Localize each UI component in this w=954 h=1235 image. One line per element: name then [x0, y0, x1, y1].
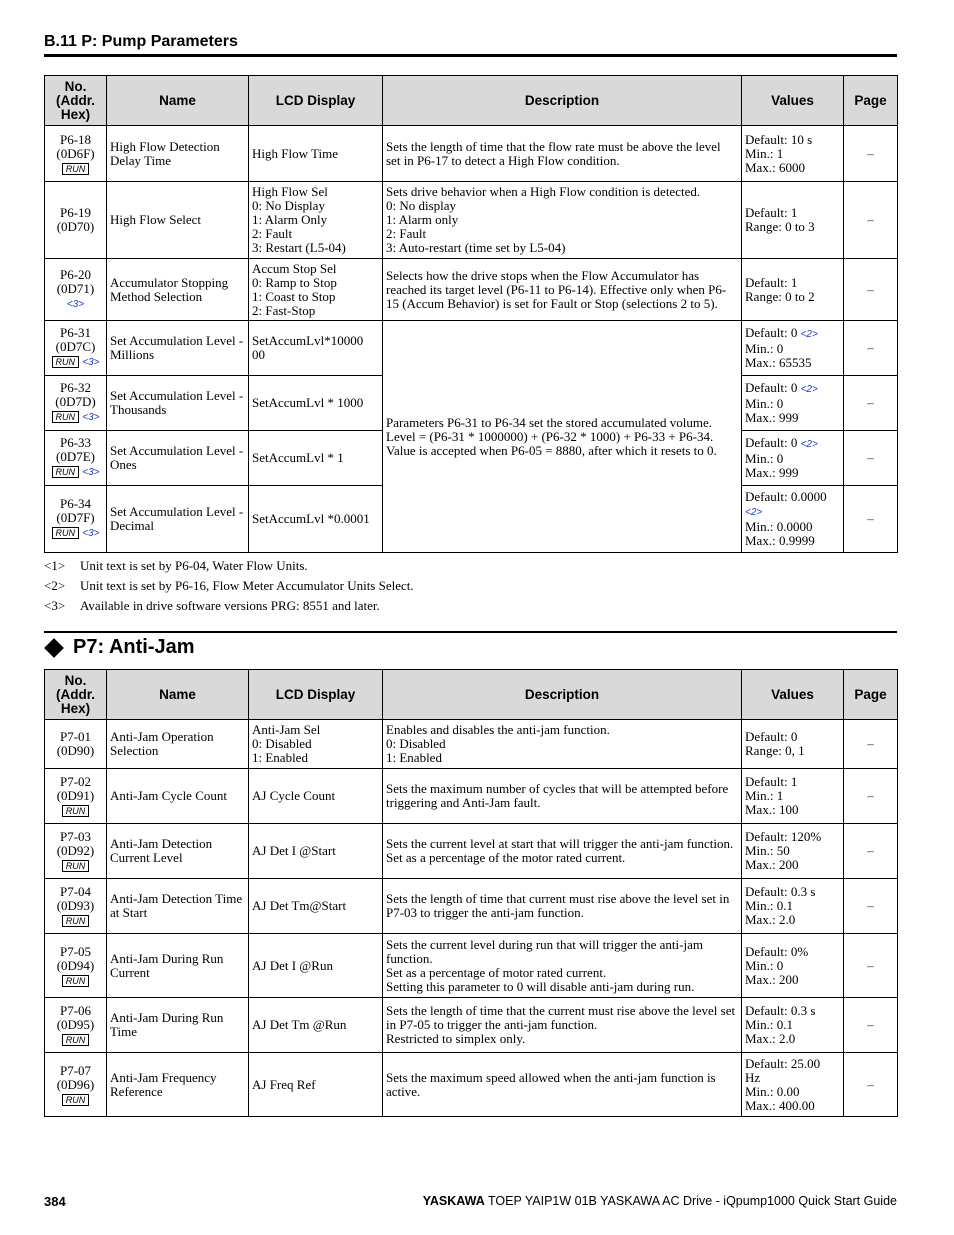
param-number-cell	[45, 259, 107, 321]
name-cell	[107, 769, 249, 824]
lcd-cell-text: AJ Freq Ref	[252, 1076, 316, 1092]
page-cell-text: –	[867, 898, 874, 913]
lcd-cell	[249, 259, 383, 321]
lcd-cell	[249, 1053, 383, 1117]
name-cell	[107, 720, 249, 769]
table-row	[45, 998, 898, 1053]
value-line: Max.: 999	[745, 410, 799, 425]
name-cell	[107, 486, 249, 553]
param-number: P6-33	[59, 435, 92, 450]
param-number-cell	[45, 824, 107, 879]
description-cell	[383, 720, 742, 769]
description-cell-text: Sets drive behavior when a High Flow condition is detected. 0: No display 1: Alarm only 2: Fault 3: Auto-restart (time set by L5-04)	[386, 184, 701, 255]
value-line: Range: 0, 1	[745, 743, 805, 758]
values-cell	[742, 1053, 844, 1117]
lcd-cell	[249, 431, 383, 486]
p7-parameter-table	[44, 669, 898, 1117]
table-row	[45, 934, 898, 998]
column-header-values: Values	[742, 76, 844, 126]
description-cell-text: Sets the maximum speed allowed when the anti-jam function is active.	[386, 1069, 719, 1099]
param-address: (0D90)	[56, 743, 95, 758]
value-line: Max.: 2.0	[745, 912, 796, 927]
table-row	[45, 879, 898, 934]
lcd-cell	[249, 720, 383, 769]
value-line: Default: 1	[745, 205, 798, 220]
value-line: Min.: 0.1	[745, 898, 794, 913]
column-header-no: No. (Addr. Hex)	[45, 76, 107, 126]
value-line: Range: 0 to 3	[745, 219, 815, 234]
param-number: P7-02	[59, 774, 92, 789]
page-number: 384	[44, 1194, 66, 1209]
name-cell	[107, 431, 249, 486]
table-row	[45, 1053, 898, 1117]
page-cell	[844, 934, 898, 998]
lcd-cell	[249, 824, 383, 879]
param-number-cell	[45, 1053, 107, 1117]
column-header-lcd: LCD Display	[249, 76, 383, 126]
name-cell-text: Anti-Jam Detection Current Level	[110, 836, 216, 865]
name-cell-text: Anti-Jam Operation Selection	[110, 729, 217, 758]
value-line: Max.: 999	[745, 465, 799, 480]
lcd-cell-text: Accum Stop Sel 0: Ramp to Stop 1: Coast to Stop 2: Fast-Stop	[252, 260, 337, 318]
param-address: (0D91)	[56, 788, 95, 803]
lcd-cell-text: Anti-Jam Sel 0: Disabled 1: Enabled	[252, 722, 321, 765]
value-line: Max.: 400.00	[745, 1097, 815, 1113]
page-cell	[844, 720, 898, 769]
param-number-cell	[45, 431, 107, 486]
param-number: P6-34	[59, 496, 92, 511]
value-line: Min.: 50	[745, 843, 790, 858]
page-cell-text: –	[867, 145, 874, 161]
name-cell-text: High Flow Detection Delay Time	[110, 138, 224, 168]
value-line: Min.: 0	[745, 451, 784, 466]
description-cell-text: Sets the current level during run that will trigger the anti-jam function. Set as a percentage of motor rated current. Setting this parameter to 0 will disable anti-jam during run.	[386, 936, 703, 994]
param-address: (0D7C)	[55, 339, 96, 354]
page-cell	[844, 126, 898, 182]
name-cell-text: Anti-Jam Detection Time at Start	[110, 891, 246, 920]
ref-line	[745, 504, 840, 520]
value-line: Max.: 100	[745, 802, 799, 817]
description-cell	[383, 879, 742, 934]
param-address: (0D93)	[56, 898, 95, 913]
page-cell-text: –	[867, 788, 874, 803]
name-cell	[107, 934, 249, 998]
footnote-ref: <3>	[82, 357, 100, 368]
run-badge: RUN	[62, 805, 90, 817]
value-line: Max.: 0.9999	[745, 533, 815, 548]
footnote-ref: <3>	[82, 467, 100, 478]
param-address: (0D71)	[56, 280, 95, 296]
run-badge: RUN	[62, 975, 90, 987]
name-cell-text: Set Accumulation Level - Ones	[110, 443, 247, 472]
values-cell	[742, 376, 844, 431]
values-cell	[742, 998, 844, 1053]
param-number-cell	[45, 769, 107, 824]
page-cell-text: –	[867, 212, 874, 227]
param-number-cell	[45, 126, 107, 182]
footnote-ref: <2>	[745, 507, 763, 518]
name-cell-text: High Flow Select	[110, 212, 201, 227]
footer-doc	[423, 1194, 897, 1208]
badge-line	[48, 973, 103, 987]
name-cell	[107, 1053, 249, 1117]
column-header-values: Values	[742, 670, 844, 720]
page-cell	[844, 824, 898, 879]
page-cell	[844, 431, 898, 486]
page-cell	[844, 486, 898, 553]
table-row	[45, 259, 898, 321]
lcd-cell	[249, 182, 383, 259]
value-line: Max.: 200	[745, 971, 799, 987]
column-header-description: Description	[383, 76, 742, 126]
param-number: P7-03	[59, 829, 92, 844]
lcd-cell	[249, 321, 383, 376]
badge-line	[48, 803, 103, 817]
description-cell-text: Enables and disables the anti-jam function. 0: Disabled 1: Enabled	[386, 722, 610, 765]
lcd-cell-text: High Flow Time	[252, 145, 338, 161]
name-cell-text: Set Accumulation Level - Decimal	[110, 504, 247, 533]
value-line: Min.: 0.0000	[745, 519, 813, 534]
value-line: Default: 10 s	[745, 131, 813, 147]
lcd-cell-text: SetAccumLvl*10000 00	[252, 333, 364, 362]
badge-line	[48, 161, 103, 175]
run-badge: RUN	[62, 163, 90, 175]
footnote-ref: <3>	[82, 528, 100, 539]
value-line: Max.: 2.0	[745, 1031, 796, 1046]
lcd-cell	[249, 769, 383, 824]
footnote-ref: <2>	[800, 439, 818, 450]
param-number-cell	[45, 376, 107, 431]
column-header-no: No. (Addr. Hex)	[45, 670, 107, 720]
value-line: Default: 0%	[745, 943, 809, 959]
name-cell	[107, 321, 249, 376]
param-number-cell	[45, 934, 107, 998]
param-number: P6-31	[59, 325, 92, 340]
badge-line	[48, 858, 103, 872]
page-cell-text: –	[867, 1017, 874, 1032]
lcd-cell	[249, 486, 383, 553]
lcd-cell-text: AJ Det I @Run	[252, 957, 333, 973]
param-number: P6-19	[59, 205, 92, 220]
value-line: Default: 1	[745, 774, 798, 789]
param-number: P7-06	[59, 1003, 92, 1018]
values-cell	[742, 824, 844, 879]
param-address: (0D95)	[56, 1017, 95, 1032]
value-line: Min.: 0	[745, 341, 784, 356]
table-row	[45, 769, 898, 824]
param-address: (0D7F)	[56, 510, 95, 525]
lcd-cell-text: High Flow Sel 0: No Display 1: Alarm Only 2: Fault 3: Restart (L5-04)	[252, 184, 346, 255]
column-header-name: Name	[107, 76, 249, 126]
page-cell	[844, 376, 898, 431]
run-badge: RUN	[52, 466, 80, 478]
page-cell	[844, 321, 898, 376]
page-cell	[844, 879, 898, 934]
value-line: Min.: 0.1	[745, 1017, 794, 1032]
badge-line	[48, 1032, 103, 1046]
values-cell	[742, 769, 844, 824]
badge-line	[48, 913, 103, 927]
values-cell	[742, 879, 844, 934]
param-address: (0D96)	[56, 1076, 95, 1092]
table-row	[45, 182, 898, 259]
lcd-cell-text: SetAccumLvl * 1000	[252, 395, 364, 410]
param-address: (0D6F)	[56, 145, 95, 161]
run-badge: RUN	[52, 356, 80, 368]
name-cell-text: Anti-Jam Frequency Reference	[110, 1069, 220, 1099]
page-cell-text: –	[867, 511, 874, 526]
param-number-cell	[45, 998, 107, 1053]
table-row	[45, 824, 898, 879]
name-cell	[107, 376, 249, 431]
param-number-cell	[45, 720, 107, 769]
column-header-page: Page	[844, 76, 898, 126]
doc-title: TOEP YAIP1W 01B YASKAWA AC Drive - iQpump1000 Quick Start Guide	[488, 1194, 897, 1208]
table-row	[45, 720, 898, 769]
page-cell	[844, 1053, 898, 1117]
brand-name: YASKAWA	[422, 1194, 485, 1208]
name-cell-text: Anti-Jam During Run Current	[110, 950, 227, 980]
value-line: Min.: 0.00	[745, 1083, 800, 1099]
value-line: Min.: 1	[745, 788, 784, 803]
value-line: Default: 0	[745, 435, 798, 450]
footnote: <1> Unit text is set by P6-04, Water Flow Units.	[44, 558, 308, 573]
shared-description-cell	[383, 321, 742, 553]
value-line: Range: 0 to 2	[745, 288, 815, 304]
page-cell-text: –	[867, 340, 874, 355]
param-address: (0D7E)	[56, 449, 95, 464]
param-number: P7-07	[59, 1062, 92, 1078]
values-cell	[742, 321, 844, 376]
description-cell	[383, 126, 742, 182]
description-cell-text: Sets the length of time that the current must rise above the level set in P7-05 to trigger the anti-jam function. Restricted to simplex only.	[386, 1003, 736, 1046]
name-cell	[107, 824, 249, 879]
run-badge: RUN	[62, 1094, 90, 1106]
badge-line	[48, 525, 103, 541]
lcd-cell	[249, 126, 383, 182]
name-cell-text: Anti-Jam Cycle Count	[110, 788, 227, 803]
description-cell	[383, 824, 742, 879]
name-cell-text: Accumulator Stopping Method Selection	[110, 274, 232, 304]
badge-line	[48, 296, 103, 312]
param-address: (0D7D)	[55, 394, 96, 409]
page-cell-text: –	[867, 1076, 874, 1092]
description-cell-text: Sets the length of time that current must rise above the level set in P7-03 to trigger the anti-jam function.	[386, 891, 733, 920]
values-cell	[742, 486, 844, 553]
run-badge: RUN	[52, 411, 80, 423]
page-cell-text: –	[867, 736, 874, 751]
description-cell	[383, 259, 742, 321]
values-cell	[742, 126, 844, 182]
footnotes	[44, 559, 414, 619]
footnote-ref: <2>	[800, 329, 818, 340]
description-cell	[383, 182, 742, 259]
diamond-bullet-icon	[44, 638, 64, 658]
column-header-lcd: LCD Display	[249, 670, 383, 720]
run-badge: RUN	[62, 1034, 90, 1046]
description-cell	[383, 1053, 742, 1117]
param-number: P6-32	[59, 380, 92, 395]
page-cell	[844, 998, 898, 1053]
footnote-ref: <3>	[82, 412, 100, 423]
table-row	[45, 126, 898, 182]
param-number-cell	[45, 486, 107, 553]
description-cell	[383, 998, 742, 1053]
lcd-cell-text: SetAccumLvl *0.0001	[252, 511, 370, 526]
footnote: <3> Available in drive software versions PRG: 8551 and later.	[44, 598, 380, 613]
param-number: P7-05	[59, 943, 92, 959]
badge-line	[48, 464, 103, 480]
section-title: B.11 P: Pump Parameters	[44, 33, 238, 50]
description-cell	[383, 769, 742, 824]
name-cell	[107, 182, 249, 259]
lcd-cell-text: AJ Det Tm@Start	[252, 898, 347, 913]
name-cell-text: Set Accumulation Level - Millions	[110, 333, 247, 362]
value-line: Default: 0	[745, 325, 798, 340]
name-cell-text: Anti-Jam During Run Time	[110, 1010, 227, 1039]
value-line: Default: 0.3 s	[745, 884, 816, 899]
footnote-ref: <3>	[66, 298, 85, 310]
p6-parameter-table	[44, 75, 898, 553]
value-line: Default: 25.00	[745, 1055, 821, 1071]
page-cell-text: –	[867, 450, 874, 465]
param-number-cell	[45, 879, 107, 934]
param-number: P7-01	[59, 729, 92, 744]
name-cell	[107, 126, 249, 182]
description-cell	[383, 934, 742, 998]
page-cell	[844, 182, 898, 259]
param-address: (0D94)	[56, 957, 95, 973]
value-line: Default: 0.0000	[745, 489, 827, 504]
lcd-cell	[249, 879, 383, 934]
value-line: Default: 0	[745, 380, 798, 395]
page-cell-text: –	[867, 281, 874, 297]
badge-line	[48, 1092, 103, 1106]
values-cell	[742, 259, 844, 321]
header-rule	[44, 54, 897, 57]
param-number: P6-18	[59, 131, 92, 147]
lcd-cell-text: AJ Det I @Start	[252, 843, 336, 858]
page-cell-text: –	[867, 395, 874, 410]
param-number-cell	[45, 182, 107, 259]
page-cell-text: –	[867, 957, 874, 973]
name-cell	[107, 879, 249, 934]
footnote: <2> Unit text is set by P6-16, Flow Meter Accumulator Units Select.	[44, 578, 414, 593]
p7-title: P7: Anti-Jam	[73, 636, 195, 658]
value-line: Min.: 0	[745, 957, 784, 973]
badge-line	[48, 409, 103, 425]
lcd-cell	[249, 998, 383, 1053]
value-line: Default: 0	[745, 729, 798, 744]
name-cell	[107, 259, 249, 321]
shared-description-cell-text: Parameters P6-31 to P6-34 set the stored accumulated volume. Level = (P6-31 * 1000000) + (P6-32 * 1000) + P6-33 + P6-34. Value is accepted when P6-05 = 8880, after which it resets to 0.	[386, 414, 717, 458]
value-line: Min.: 1	[745, 145, 784, 161]
param-number-cell	[45, 321, 107, 376]
footnote-ref: <2>	[800, 384, 818, 395]
description-cell-text: Sets the current level at start that will trigger the anti-jam function. Set as a percentage of the motor rated current.	[386, 836, 734, 865]
value-line: Max.: 6000	[745, 159, 805, 175]
column-header-page: Page	[844, 670, 898, 720]
values-cell	[742, 934, 844, 998]
table-row	[45, 321, 898, 376]
lcd-cell-text: AJ Det Tm @Run	[252, 1017, 347, 1032]
values-cell	[742, 431, 844, 486]
description-cell-text: Sets the maximum number of cycles that will be attempted before triggering and Anti-Jam fault.	[386, 781, 732, 810]
page-cell-text: –	[867, 843, 874, 858]
values-cell	[742, 720, 844, 769]
value-line: Hz	[745, 1069, 761, 1085]
param-number: P7-04	[59, 884, 92, 899]
values-cell	[742, 182, 844, 259]
lcd-cell-text: SetAccumLvl * 1	[252, 450, 344, 465]
badge-line	[48, 354, 103, 370]
value-line: Max.: 200	[745, 857, 799, 872]
run-badge: RUN	[62, 860, 90, 872]
run-badge: RUN	[62, 915, 90, 927]
page-cell	[844, 769, 898, 824]
page-cell	[844, 259, 898, 321]
lcd-cell	[249, 934, 383, 998]
description-cell-text: Sets the length of time that the flow rate must be above the level set in P6-17 to detect a High Flow condition.	[386, 138, 724, 168]
name-cell	[107, 998, 249, 1053]
name-cell-text: Set Accumulation Level - Thousands	[110, 388, 247, 417]
value-line: Default: 1	[745, 274, 798, 290]
param-address: (0D92)	[56, 843, 95, 858]
description-cell-text: Selects how the drive stops when the Flow Accumulator has reached its target level (P6-11 to P6-14). Effective only when P6-15 (Accum Behavior) is set for Fault or Stop (selections 2 to 5).	[386, 267, 727, 311]
column-header-description: Description	[383, 670, 742, 720]
param-number: P6-20	[59, 266, 92, 282]
column-header-name: Name	[107, 670, 249, 720]
lcd-cell-text: AJ Cycle Count	[252, 788, 336, 803]
section-rule	[44, 631, 897, 633]
p7-heading	[44, 636, 195, 659]
value-line: Default: 120%	[745, 829, 822, 844]
value-line: Min.: 0	[745, 396, 784, 411]
value-line: Default: 0.3 s	[745, 1003, 816, 1018]
value-line: Max.: 65535	[745, 355, 812, 370]
run-badge: RUN	[52, 527, 80, 539]
lcd-cell	[249, 376, 383, 431]
param-address: (0D70)	[56, 219, 95, 234]
